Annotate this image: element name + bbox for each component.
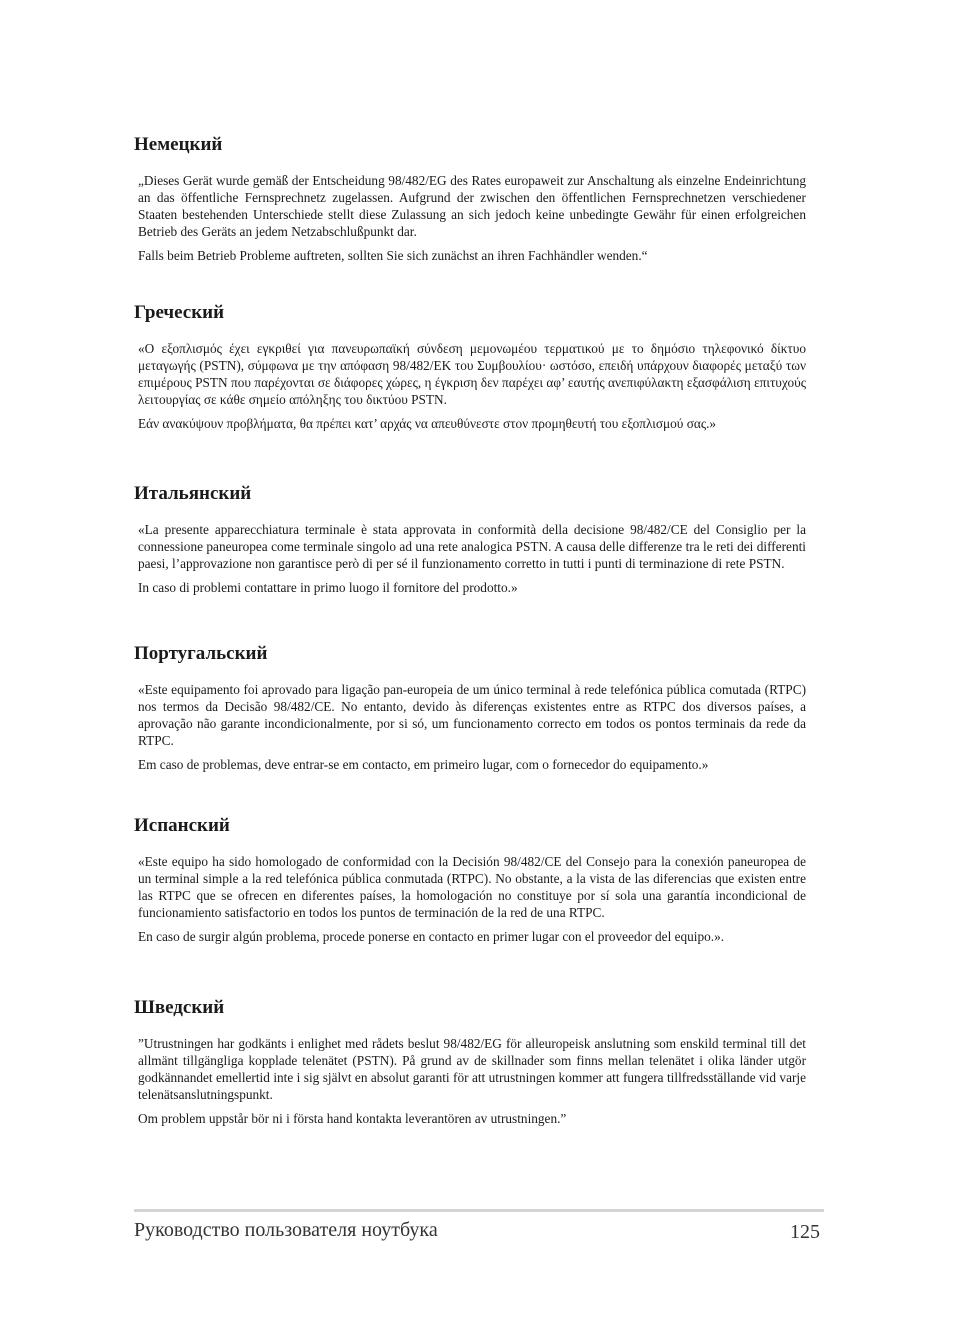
section-paragraph: ”Utrustningen har godkänts i enlighet med rådets beslut 98/482/EG för alleuropeisk anslutning som enskild terminal till det allmänt tillgängliga kopplade telenätet (PSTN). På grund av de skillnader som finns mellan telenätet i olika länder utgör godkännandet emellertid inte i sig självt en absolut garanti för att utrustningen kommer att fungera tillfredsställande vid varje telenätsanslutningspunkt. xyxy=(138,1036,806,1102)
section-greek xyxy=(134,302,806,439)
section-paragraph: «Este equipamento foi aprovado para ligação pan-europeia de um único terminal à rede telefónica pública comutada (RTPC) nos termos da Decisão 98/482/CE. No entanto, devido às diferenças existentes entre as RTPC dos diversos países, a aprovação não garante incondicionalmente, por si só, um funcionamento correcto em todos os pontos terminais da rede da RTPC. xyxy=(138,682,806,748)
section-paragraph: In caso di problemi contattare in primo luogo il fornitore del prodotto.» xyxy=(138,580,518,595)
footer-divider xyxy=(134,1209,824,1212)
section-paragraph: Εάν ανακύψουν προβλήματα, θα πρέπει κατ’ αρχάς να απευθύνεστε στον προμηθευτή του εξοπλισμού σας.» xyxy=(138,416,717,431)
section-paragraph: «La presente apparecchiatura terminale è stata approvata in conformità della decisione 98/482/CE del Consiglio per la connessione paneuropea come terminale singolo ad una rete analogica PSTN. A causa delle differenze tra le reti dei differenti paesi, l’approvazione non garantisce però di per sé il funzionamento corretto in tutti i punti di terminazione di rete PSTN. xyxy=(138,522,806,571)
section-paragraph: Falls beim Betrieb Probleme auftreten, sollten Sie sich zunächst an ihren Fachhändler wenden.“ xyxy=(138,248,648,263)
section-paragraph: „Dieses Gerät wurde gemäß der Entscheidung 98/482/EG des Rates europaweit zur Anschaltung als einzelne Endeinrichtung an das öffentliche Fernsprechnetz zugelassen. Aufgrund der zwischen den öffentlichen Fernsprechnetzen verschiedener Staaten bestehenden Unterschiede stellt diese Zulassung an sich jedoch keine unbedingte Gewähr für einen erfolgreichen Betrieb des Geräts an jedem Netzabschlußpunkt dar. xyxy=(138,173,806,239)
section-german xyxy=(134,134,806,271)
section-paragraph: En caso de surgir algún problema, procede ponerse en contacto en primer lugar con el proveedor del equipo.». xyxy=(138,929,725,944)
section-heading: Испанский xyxy=(134,815,230,836)
section-heading: Португальский xyxy=(134,643,268,664)
section-paragraph: «Este equipo ha sido homologado de conformidad con la Decisión 98/482/CE del Consejo para la conexión paneuropea de un terminal simple a la red telefónica pública conmutada (RTPC). No obstante, a la vista de las diferencias que existen entre las RTPC que se ofrecen en diferentes países, la homologación no constituye por sí sola una garantía incondicional de funcionamiento satisfactorio en todos los puntos de terminación de la red de una RTPC. xyxy=(138,854,806,920)
section-paragraph: Om problem uppstår bör ni i första hand kontakta leverantören av utrustningen.” xyxy=(138,1111,567,1126)
section-heading: Немецкий xyxy=(134,134,223,155)
section-portuguese xyxy=(134,643,806,780)
section-paragraph: Em caso de problemas, deve entrar-se em contacto, em primeiro lugar, com o fornecedor do equipamento.» xyxy=(138,757,709,772)
section-heading: Греческий xyxy=(134,302,225,323)
section-heading: Шведский xyxy=(134,997,225,1018)
section-paragraph: «Ο εξοπλισμός έχει εγκριθεί για πανευρωπαϊκή σύνδεση μεμονωμέου τερματικού με το δημόσιο τηλεφονικό δίκτυο μεταγωγής (PSTN), σύμφωνα με την απόφαση 98/482/ΕΚ του Συμβουλίου· ωστόσο, επειδή υπάρχουν διαφορές μεταξύ των επιμέρους PSTN που παρέχονται σε διάφορες χώρες, η έγκριση δεν παρέχει αφ’ εαυτής ανεπιφύλακτη εξασφάλιση επιτυχούς λειτουργίας σε κάθε σημείο απόληξης του δικτύου PSTN. xyxy=(138,341,806,407)
section-italian xyxy=(134,483,806,603)
section-heading: Итальянский xyxy=(134,483,252,504)
footer-title: Руководство пользователя ноутбука xyxy=(134,1219,438,1241)
section-swedish xyxy=(134,997,806,1134)
page-number: 125 xyxy=(790,1221,820,1243)
section-spanish xyxy=(134,815,806,952)
